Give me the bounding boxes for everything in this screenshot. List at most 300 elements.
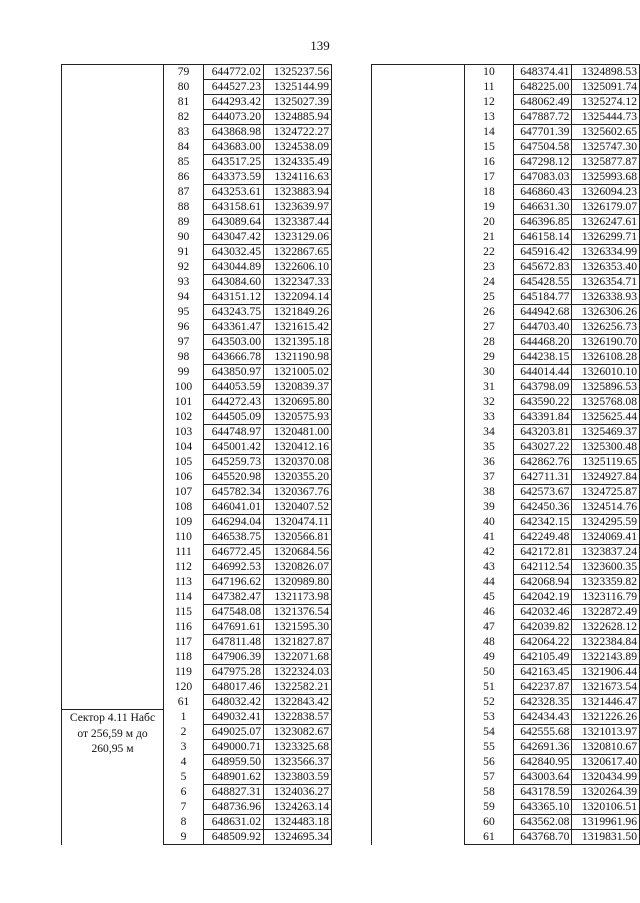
point-number: 109 bbox=[164, 515, 204, 530]
coord-x: 643044.89 bbox=[204, 260, 264, 275]
coord-y: 1320434.99 bbox=[572, 770, 640, 785]
coord-y: 1324036.27 bbox=[264, 785, 332, 800]
point-number: 48 bbox=[465, 635, 514, 650]
coord-y: 1323325.68 bbox=[264, 740, 332, 755]
point-number: 99 bbox=[164, 365, 204, 380]
coord-y: 1321013.97 bbox=[572, 725, 640, 740]
coord-x: 644772.02 bbox=[204, 65, 264, 80]
coord-x: 643517.25 bbox=[204, 155, 264, 170]
coord-x: 643158.61 bbox=[204, 200, 264, 215]
point-number: 35 bbox=[465, 440, 514, 455]
coord-y: 1320575.93 bbox=[264, 410, 332, 425]
point-number: 81 bbox=[164, 95, 204, 110]
point-number: 98 bbox=[164, 350, 204, 365]
point-number: 104 bbox=[164, 440, 204, 455]
coord-x: 647196.62 bbox=[204, 575, 264, 590]
point-number: 8 bbox=[164, 815, 204, 830]
point-number: 11 bbox=[465, 80, 514, 95]
point-number: 2 bbox=[164, 725, 204, 740]
point-number: 34 bbox=[465, 425, 514, 440]
point-number: 16 bbox=[465, 155, 514, 170]
point-number: 118 bbox=[164, 650, 204, 665]
coord-x: 644238.15 bbox=[513, 350, 572, 365]
coord-x: 645916.42 bbox=[513, 245, 572, 260]
coord-y: 1322838.57 bbox=[264, 710, 332, 725]
coord-y: 1321376.54 bbox=[264, 605, 332, 620]
coord-x: 643151.12 bbox=[204, 290, 264, 305]
coord-y: 1320989.80 bbox=[264, 575, 332, 590]
point-number: 83 bbox=[164, 125, 204, 140]
coord-y: 1324898.53 bbox=[572, 65, 640, 80]
coord-x: 646631.30 bbox=[513, 200, 572, 215]
point-number: 52 bbox=[465, 695, 514, 710]
point-number: 19 bbox=[465, 200, 514, 215]
coord-x: 643868.98 bbox=[204, 125, 264, 140]
coord-x: 648032.42 bbox=[204, 695, 264, 710]
coord-x: 642862.76 bbox=[513, 455, 572, 470]
coord-x: 642172.81 bbox=[513, 545, 572, 560]
coord-x: 643178.59 bbox=[513, 785, 572, 800]
point-number: 26 bbox=[465, 305, 514, 320]
point-number: 113 bbox=[164, 575, 204, 590]
point-number: 14 bbox=[465, 125, 514, 140]
point-number: 82 bbox=[164, 110, 204, 125]
coord-y: 1319831.50 bbox=[572, 830, 640, 845]
coord-y: 1321446.47 bbox=[572, 695, 640, 710]
point-number: 110 bbox=[164, 530, 204, 545]
coord-x: 642450.36 bbox=[513, 500, 572, 515]
coord-x: 645672.83 bbox=[513, 260, 572, 275]
coord-y: 1320839.37 bbox=[264, 380, 332, 395]
coord-x: 646538.75 bbox=[204, 530, 264, 545]
coord-y: 1325625.44 bbox=[572, 410, 640, 425]
coord-x: 645520.98 bbox=[204, 470, 264, 485]
coord-y: 1325091.74 bbox=[572, 80, 640, 95]
coord-y: 1320810.67 bbox=[572, 740, 640, 755]
point-number: 87 bbox=[164, 185, 204, 200]
point-number: 22 bbox=[465, 245, 514, 260]
coord-y: 1321005.02 bbox=[264, 365, 332, 380]
point-number: 18 bbox=[465, 185, 514, 200]
table-row bbox=[62, 65, 332, 80]
coord-x: 646294.04 bbox=[204, 515, 264, 530]
coord-y: 1320826.07 bbox=[264, 560, 332, 575]
coord-x: 647906.39 bbox=[204, 650, 264, 665]
coord-x: 642032.46 bbox=[513, 605, 572, 620]
coord-x: 646158.14 bbox=[513, 230, 572, 245]
coord-x: 648509.92 bbox=[204, 830, 264, 845]
coord-y: 1325144.99 bbox=[264, 80, 332, 95]
coord-y: 1320407.52 bbox=[264, 500, 332, 515]
coord-x: 646396.85 bbox=[513, 215, 572, 230]
point-number: 80 bbox=[164, 80, 204, 95]
coord-y: 1325444.73 bbox=[572, 110, 640, 125]
coord-x: 643562.08 bbox=[513, 815, 572, 830]
point-number: 106 bbox=[164, 470, 204, 485]
point-number: 27 bbox=[465, 320, 514, 335]
coord-y: 1322094.14 bbox=[264, 290, 332, 305]
point-number: 47 bbox=[465, 620, 514, 635]
coord-x: 643590.22 bbox=[513, 395, 572, 410]
point-number: 49 bbox=[465, 650, 514, 665]
coord-x: 642237.87 bbox=[513, 680, 572, 695]
coord-y: 1322324.03 bbox=[264, 665, 332, 680]
coord-y: 1319961.96 bbox=[572, 815, 640, 830]
coord-x: 643503.00 bbox=[204, 335, 264, 350]
point-number: 45 bbox=[465, 590, 514, 605]
coord-y: 1324116.63 bbox=[264, 170, 332, 185]
coord-x: 643683.00 bbox=[204, 140, 264, 155]
coord-x: 642042.19 bbox=[513, 590, 572, 605]
coord-y: 1324069.41 bbox=[572, 530, 640, 545]
coord-x: 649000.71 bbox=[204, 740, 264, 755]
point-number: 102 bbox=[164, 410, 204, 425]
coord-y: 1323837.24 bbox=[572, 545, 640, 560]
coord-y: 1320617.40 bbox=[572, 755, 640, 770]
coord-x: 643373.59 bbox=[204, 170, 264, 185]
point-number: 53 bbox=[465, 710, 514, 725]
point-number: 56 bbox=[465, 755, 514, 770]
point-number: 23 bbox=[465, 260, 514, 275]
coord-x: 647975.28 bbox=[204, 665, 264, 680]
coord-y: 1324695.34 bbox=[264, 830, 332, 845]
point-number: 32 bbox=[465, 395, 514, 410]
coord-y: 1326353.40 bbox=[572, 260, 640, 275]
coord-y: 1324295.59 bbox=[572, 515, 640, 530]
coord-y: 1323883.94 bbox=[264, 185, 332, 200]
coord-x: 642039.82 bbox=[513, 620, 572, 635]
coord-y: 1324722.27 bbox=[264, 125, 332, 140]
point-number: 13 bbox=[465, 110, 514, 125]
coord-y: 1321173.98 bbox=[264, 590, 332, 605]
coord-y: 1322582.21 bbox=[264, 680, 332, 695]
coord-y: 1322347.33 bbox=[264, 275, 332, 290]
coord-x: 642342.15 bbox=[513, 515, 572, 530]
coord-x: 644468.20 bbox=[513, 335, 572, 350]
point-number: 1 bbox=[164, 710, 204, 725]
coord-x: 648374.41 bbox=[513, 65, 572, 80]
coord-y: 1326306.26 bbox=[572, 305, 640, 320]
coord-y: 1325602.65 bbox=[572, 125, 640, 140]
coord-x: 648827.31 bbox=[204, 785, 264, 800]
coord-x: 646041.01 bbox=[204, 500, 264, 515]
coord-y: 1324514.76 bbox=[572, 500, 640, 515]
point-number: 17 bbox=[465, 170, 514, 185]
point-number: 84 bbox=[164, 140, 204, 155]
point-number: 30 bbox=[465, 365, 514, 380]
coord-y: 1320355.20 bbox=[264, 470, 332, 485]
coord-x: 642573.67 bbox=[513, 485, 572, 500]
point-number: 61 bbox=[164, 695, 204, 710]
coord-y: 1326179.07 bbox=[572, 200, 640, 215]
coord-y: 1326256.73 bbox=[572, 320, 640, 335]
point-number: 29 bbox=[465, 350, 514, 365]
coord-y: 1325119.65 bbox=[572, 455, 640, 470]
point-number: 28 bbox=[465, 335, 514, 350]
point-number: 120 bbox=[164, 680, 204, 695]
coord-y: 1322143.89 bbox=[572, 650, 640, 665]
point-number: 90 bbox=[164, 230, 204, 245]
coord-y: 1320264.39 bbox=[572, 785, 640, 800]
coord-y: 1323566.37 bbox=[264, 755, 332, 770]
point-number: 43 bbox=[465, 560, 514, 575]
coord-x: 644053.59 bbox=[204, 380, 264, 395]
coord-y: 1321827.87 bbox=[264, 635, 332, 650]
coord-x: 642068.94 bbox=[513, 575, 572, 590]
coord-y: 1320684.56 bbox=[264, 545, 332, 560]
coord-y: 1324263.14 bbox=[264, 800, 332, 815]
coord-x: 644527.23 bbox=[204, 80, 264, 95]
coord-y: 1326334.99 bbox=[572, 245, 640, 260]
coord-y: 1325469.37 bbox=[572, 425, 640, 440]
point-number: 12 bbox=[465, 95, 514, 110]
point-number: 55 bbox=[465, 740, 514, 755]
coord-y: 1320367.76 bbox=[264, 485, 332, 500]
coord-y: 1323082.67 bbox=[264, 725, 332, 740]
point-number: 21 bbox=[465, 230, 514, 245]
coord-y: 1323129.06 bbox=[264, 230, 332, 245]
coord-y: 1320370.08 bbox=[264, 455, 332, 470]
point-number: 119 bbox=[164, 665, 204, 680]
coord-y: 1323387.44 bbox=[264, 215, 332, 230]
coord-y: 1325237.56 bbox=[264, 65, 332, 80]
coord-y: 1321849.26 bbox=[264, 305, 332, 320]
coord-y: 1326010.10 bbox=[572, 365, 640, 380]
coord-x: 643027.22 bbox=[513, 440, 572, 455]
coord-x: 643850.97 bbox=[204, 365, 264, 380]
point-number: 33 bbox=[465, 410, 514, 425]
coord-y: 1323803.59 bbox=[264, 770, 332, 785]
point-number: 89 bbox=[164, 215, 204, 230]
point-number: 59 bbox=[465, 800, 514, 815]
coord-x: 642249.48 bbox=[513, 530, 572, 545]
coord-x: 643365.10 bbox=[513, 800, 572, 815]
point-number: 10 bbox=[465, 65, 514, 80]
coord-x: 642105.49 bbox=[513, 650, 572, 665]
point-number: 31 bbox=[465, 380, 514, 395]
coord-x: 643003.64 bbox=[513, 770, 572, 785]
coord-y: 1325027.39 bbox=[264, 95, 332, 110]
coord-y: 1326338.93 bbox=[572, 290, 640, 305]
coord-x: 643361.47 bbox=[204, 320, 264, 335]
coord-y: 1325274.12 bbox=[572, 95, 640, 110]
coord-x: 647548.08 bbox=[204, 605, 264, 620]
coord-y: 1326354.71 bbox=[572, 275, 640, 290]
coord-y: 1325877.87 bbox=[572, 155, 640, 170]
coord-x: 642064.22 bbox=[513, 635, 572, 650]
coord-x: 643089.64 bbox=[204, 215, 264, 230]
point-number: 15 bbox=[465, 140, 514, 155]
point-number: 116 bbox=[164, 620, 204, 635]
coord-y: 1326247.61 bbox=[572, 215, 640, 230]
coord-x: 643253.61 bbox=[204, 185, 264, 200]
point-number: 111 bbox=[164, 545, 204, 560]
point-number: 40 bbox=[465, 515, 514, 530]
coord-x: 645001.42 bbox=[204, 440, 264, 455]
point-number: 41 bbox=[465, 530, 514, 545]
coord-y: 1322384.84 bbox=[572, 635, 640, 650]
coord-x: 644505.09 bbox=[204, 410, 264, 425]
coord-x: 647382.47 bbox=[204, 590, 264, 605]
coord-y: 1322071.68 bbox=[264, 650, 332, 665]
coord-x: 647701.39 bbox=[513, 125, 572, 140]
coord-y: 1322872.49 bbox=[572, 605, 640, 620]
point-number: 9 bbox=[164, 830, 204, 845]
coord-y: 1320695.80 bbox=[264, 395, 332, 410]
coord-y: 1326299.71 bbox=[572, 230, 640, 245]
coord-y: 1321906.44 bbox=[572, 665, 640, 680]
coord-y: 1326190.70 bbox=[572, 335, 640, 350]
coord-y: 1322867.65 bbox=[264, 245, 332, 260]
point-number: 107 bbox=[164, 485, 204, 500]
point-number: 38 bbox=[465, 485, 514, 500]
point-number: 114 bbox=[164, 590, 204, 605]
point-number: 42 bbox=[465, 545, 514, 560]
point-number: 92 bbox=[164, 260, 204, 275]
coord-x: 648062.49 bbox=[513, 95, 572, 110]
point-number: 57 bbox=[465, 770, 514, 785]
coord-x: 648959.50 bbox=[204, 755, 264, 770]
coord-x: 648225.00 bbox=[513, 80, 572, 95]
coord-y: 1324885.94 bbox=[264, 110, 332, 125]
coord-x: 642711.31 bbox=[513, 470, 572, 485]
coordinates-table-right bbox=[371, 64, 640, 845]
point-number: 93 bbox=[164, 275, 204, 290]
coord-x: 643203.81 bbox=[513, 425, 572, 440]
coord-x: 647887.72 bbox=[513, 110, 572, 125]
coord-x: 644073.20 bbox=[204, 110, 264, 125]
coord-x: 642840.95 bbox=[513, 755, 572, 770]
coord-x: 643666.78 bbox=[204, 350, 264, 365]
sector-label: Сектор 4.11 Набс от 256,59 м до 260,95 м bbox=[62, 710, 164, 845]
coord-x: 643032.45 bbox=[204, 245, 264, 260]
point-number: 94 bbox=[164, 290, 204, 305]
coord-y: 1324725.87 bbox=[572, 485, 640, 500]
coord-y: 1320412.16 bbox=[264, 440, 332, 455]
sector-cell-empty bbox=[62, 65, 164, 710]
point-number: 58 bbox=[465, 785, 514, 800]
point-number: 79 bbox=[164, 65, 204, 80]
coord-x: 644703.40 bbox=[513, 320, 572, 335]
point-number: 37 bbox=[465, 470, 514, 485]
coord-y: 1320481.00 bbox=[264, 425, 332, 440]
point-number: 103 bbox=[164, 425, 204, 440]
point-number: 51 bbox=[465, 680, 514, 695]
coord-x: 644942.68 bbox=[513, 305, 572, 320]
point-number: 115 bbox=[164, 605, 204, 620]
page-number: 139 bbox=[310, 38, 330, 53]
point-number: 105 bbox=[164, 455, 204, 470]
coord-x: 645782.34 bbox=[204, 485, 264, 500]
coord-y: 1325896.53 bbox=[572, 380, 640, 395]
coordinates-table-left bbox=[61, 64, 332, 845]
coord-y: 1324483.18 bbox=[264, 815, 332, 830]
point-number: 88 bbox=[164, 200, 204, 215]
point-number: 95 bbox=[164, 305, 204, 320]
point-number: 6 bbox=[164, 785, 204, 800]
coord-y: 1320106.51 bbox=[572, 800, 640, 815]
coord-y: 1324538.09 bbox=[264, 140, 332, 155]
coord-y: 1323359.82 bbox=[572, 575, 640, 590]
coord-y: 1326108.28 bbox=[572, 350, 640, 365]
coord-x: 648631.02 bbox=[204, 815, 264, 830]
coord-x: 649032.41 bbox=[204, 710, 264, 725]
point-number: 108 bbox=[164, 500, 204, 515]
coord-y: 1325300.48 bbox=[572, 440, 640, 455]
point-number: 3 bbox=[164, 740, 204, 755]
coord-x: 644272.43 bbox=[204, 395, 264, 410]
coord-y: 1322843.42 bbox=[264, 695, 332, 710]
coord-x: 644748.97 bbox=[204, 425, 264, 440]
coord-x: 645259.73 bbox=[204, 455, 264, 470]
coord-x: 647811.48 bbox=[204, 635, 264, 650]
coord-y: 1323116.79 bbox=[572, 590, 640, 605]
coord-x: 643047.42 bbox=[204, 230, 264, 245]
coord-y: 1320474.11 bbox=[264, 515, 332, 530]
coord-x: 648017.46 bbox=[204, 680, 264, 695]
coord-x: 642328.35 bbox=[513, 695, 572, 710]
point-number: 7 bbox=[164, 800, 204, 815]
coord-x: 647083.03 bbox=[513, 170, 572, 185]
point-number: 112 bbox=[164, 560, 204, 575]
coord-y: 1324335.49 bbox=[264, 155, 332, 170]
point-number: 117 bbox=[164, 635, 204, 650]
point-number: 44 bbox=[465, 575, 514, 590]
coord-y: 1322628.12 bbox=[572, 620, 640, 635]
sector-cell-empty bbox=[372, 65, 465, 845]
coord-y: 1325768.08 bbox=[572, 395, 640, 410]
coord-y: 1326094.23 bbox=[572, 185, 640, 200]
coord-y: 1323600.35 bbox=[572, 560, 640, 575]
point-number: 97 bbox=[164, 335, 204, 350]
coord-x: 645428.55 bbox=[513, 275, 572, 290]
point-number: 91 bbox=[164, 245, 204, 260]
coord-x: 647298.12 bbox=[513, 155, 572, 170]
coord-x: 643084.60 bbox=[204, 275, 264, 290]
coord-x: 642691.36 bbox=[513, 740, 572, 755]
coord-x: 643391.84 bbox=[513, 410, 572, 425]
point-number: 5 bbox=[164, 770, 204, 785]
coord-y: 1321595.30 bbox=[264, 620, 332, 635]
point-number: 61 bbox=[465, 830, 514, 845]
coord-x: 642555.68 bbox=[513, 725, 572, 740]
coord-y: 1325747.30 bbox=[572, 140, 640, 155]
coord-x: 642434.43 bbox=[513, 710, 572, 725]
coord-y: 1321673.54 bbox=[572, 680, 640, 695]
coord-x: 643768.70 bbox=[513, 830, 572, 845]
coord-x: 646860.43 bbox=[513, 185, 572, 200]
coord-x: 643243.75 bbox=[204, 305, 264, 320]
coord-y: 1323639.97 bbox=[264, 200, 332, 215]
point-number: 96 bbox=[164, 320, 204, 335]
point-number: 46 bbox=[465, 605, 514, 620]
coord-y: 1325993.68 bbox=[572, 170, 640, 185]
coord-x: 646992.53 bbox=[204, 560, 264, 575]
point-number: 60 bbox=[465, 815, 514, 830]
coord-x: 649025.07 bbox=[204, 725, 264, 740]
coord-x: 647504.58 bbox=[513, 140, 572, 155]
point-number: 4 bbox=[164, 755, 204, 770]
point-number: 85 bbox=[164, 155, 204, 170]
point-number: 100 bbox=[164, 380, 204, 395]
coord-x: 644014.44 bbox=[513, 365, 572, 380]
point-number: 25 bbox=[465, 290, 514, 305]
point-number: 39 bbox=[465, 500, 514, 515]
coord-x: 648901.62 bbox=[204, 770, 264, 785]
coord-y: 1321190.98 bbox=[264, 350, 332, 365]
point-number: 101 bbox=[164, 395, 204, 410]
coord-x: 642163.45 bbox=[513, 665, 572, 680]
